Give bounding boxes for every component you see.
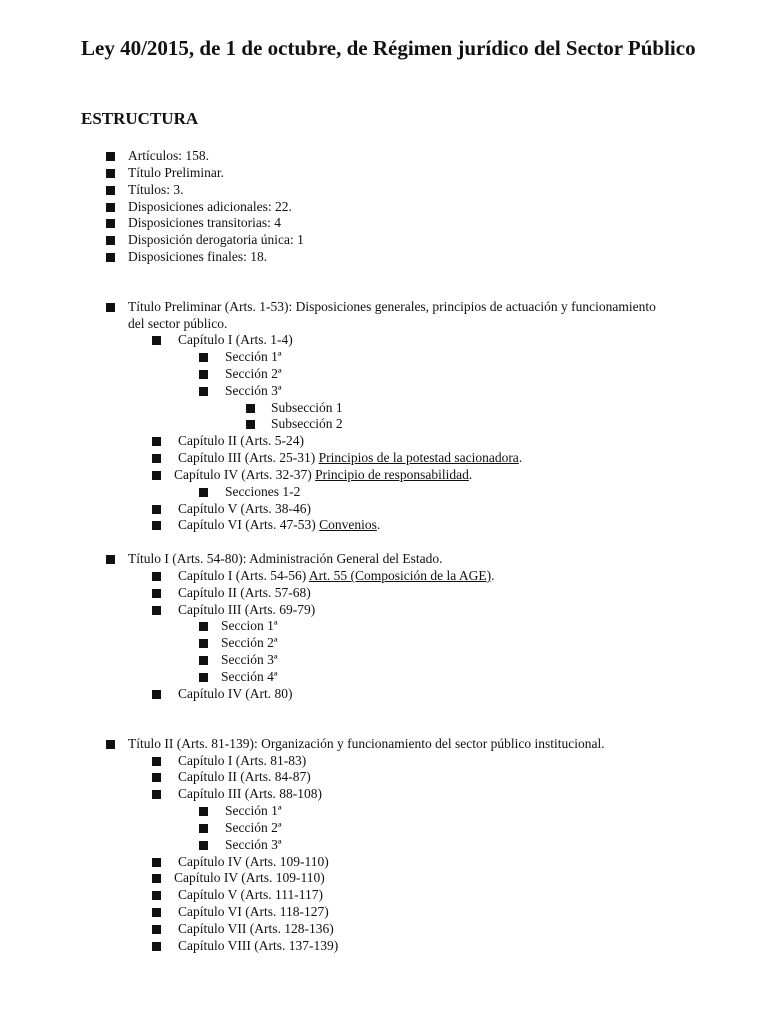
- capitulo-item: Capítulo VI (Arts. 118-127): [178, 904, 329, 919]
- square-bullet-icon: [106, 186, 115, 195]
- square-bullet-icon: [246, 420, 255, 429]
- seccion-item: Secciones 1-2: [225, 484, 301, 499]
- list-item: Disposiciones finales: 18.: [128, 249, 268, 264]
- convenios-link[interactable]: Convenios: [319, 517, 377, 532]
- square-bullet-icon: [106, 169, 115, 178]
- capitulo-item: Capítulo III (Arts. 88-108): [178, 786, 322, 801]
- seccion-item: Sección 2ª: [225, 820, 282, 835]
- square-bullet-icon: [106, 219, 115, 228]
- square-bullet-icon: [199, 824, 208, 833]
- capitulo-item: [178, 516, 380, 533]
- period: .: [468, 467, 473, 482]
- potestad-sancionadora-link[interactable]: Principios de la potestad sacionadora: [318, 450, 519, 465]
- capitulo-item: [178, 567, 494, 584]
- capitulo-item: Capítulo V (Arts. 38-46): [178, 501, 311, 516]
- capitulo-item: Capítulo II (Arts. 57-68): [178, 585, 311, 600]
- capitulo-item: Capítulo II (Arts. 5-24): [178, 433, 304, 448]
- capitulo-label: Capítulo VI (Arts. 47-53): [178, 517, 320, 532]
- square-bullet-icon: [152, 471, 161, 480]
- capitulo-item: [174, 466, 472, 483]
- square-bullet-icon: [199, 353, 208, 362]
- section-heading: ESTRUCTURA: [81, 109, 199, 128]
- capitulo-item: Capítulo II (Arts. 84-87): [178, 769, 311, 784]
- square-bullet-icon: [106, 152, 115, 161]
- period: .: [491, 568, 495, 583]
- square-bullet-icon: [106, 740, 115, 749]
- square-bullet-icon: [152, 858, 161, 867]
- capitulo-item: Capítulo IV (Arts. 109-110): [178, 854, 329, 869]
- subseccion-item: Subsección 2: [271, 416, 343, 431]
- list-item: Artículos: 158.: [128, 148, 209, 163]
- square-bullet-icon: [152, 505, 161, 514]
- square-bullet-icon: [199, 841, 208, 850]
- square-bullet-icon: [246, 404, 255, 413]
- square-bullet-icon: [106, 236, 115, 245]
- titulo-label: Título II (Arts. 81-139): Organización y funcionamiento del sector público institucional.: [128, 736, 605, 751]
- period: .: [518, 450, 523, 465]
- square-bullet-icon: [152, 336, 161, 345]
- square-bullet-icon: [199, 673, 208, 682]
- square-bullet-icon: [199, 370, 208, 379]
- square-bullet-icon: [152, 437, 161, 446]
- capitulo-item: Capítulo I (Arts. 81-83): [178, 753, 307, 768]
- composicion-age-link[interactable]: Art. 55 (Composición de la AGE): [308, 568, 492, 583]
- square-bullet-icon: [199, 807, 208, 816]
- square-bullet-icon: [152, 773, 161, 782]
- document-title: Ley 40/2015, de 1 de octubre, de Régimen jurídico del Sector Público: [81, 36, 696, 60]
- capitulo-item: Capítulo III (Arts. 69-79): [178, 602, 316, 617]
- square-bullet-icon: [152, 757, 161, 766]
- square-bullet-icon: [199, 639, 208, 648]
- capitulo-label: Capítulo III (Arts. 25-31): [178, 450, 319, 465]
- square-bullet-icon: [152, 942, 161, 951]
- seccion-item: Sección 1ª: [225, 349, 282, 364]
- responsabilidad-link[interactable]: Principio de responsabilidad: [315, 467, 469, 482]
- capitulo-label: Capítulo IV (Arts. 32-37): [174, 467, 316, 482]
- square-bullet-icon: [152, 908, 161, 917]
- square-bullet-icon: [106, 555, 115, 564]
- square-bullet-icon: [152, 589, 161, 598]
- square-bullet-icon: [106, 303, 115, 312]
- square-bullet-icon: [152, 572, 161, 581]
- period: .: [376, 517, 381, 532]
- square-bullet-icon: [152, 925, 161, 934]
- seccion-item: Sección 2ª: [221, 635, 278, 650]
- seccion-item: Sección 4ª: [221, 669, 278, 684]
- square-bullet-icon: [199, 622, 208, 631]
- titulo-label: Título I (Arts. 54-80): Administración General del Estado.: [128, 551, 443, 566]
- titulo-label: Título Preliminar (Arts. 1-53): Disposiciones generales, principios de actuación y funcionamiento del sector público.: [128, 299, 656, 331]
- square-bullet-icon: [106, 253, 115, 262]
- square-bullet-icon: [106, 203, 115, 212]
- capitulo-item: Capítulo IV (Arts. 109-110): [174, 870, 325, 885]
- seccion-item: Sección 3ª: [225, 837, 282, 852]
- square-bullet-icon: [152, 606, 161, 615]
- square-bullet-icon: [199, 387, 208, 396]
- list-item: Disposición derogatoria única: 1: [128, 232, 304, 247]
- seccion-item: Sección 3ª: [225, 383, 282, 398]
- capitulo-item: Capítulo VIII (Arts. 137-139): [178, 938, 339, 953]
- seccion-item: Sección 3ª: [221, 652, 278, 667]
- seccion-item: Sección 1ª: [225, 803, 282, 818]
- capitulo-item: Capítulo VII (Arts. 128-136): [178, 921, 334, 936]
- capitulo-item: Capítulo I (Arts. 1-4): [178, 332, 293, 347]
- square-bullet-icon: [152, 790, 161, 799]
- list-item: Disposiciones adicionales: 22.: [128, 199, 292, 214]
- square-bullet-icon: [199, 656, 208, 665]
- square-bullet-icon: [152, 454, 161, 463]
- capitulo-item: [178, 449, 522, 466]
- seccion-item: Sección 2ª: [225, 366, 282, 381]
- capitulo-item: Capítulo IV (Art. 80): [178, 686, 293, 701]
- square-bullet-icon: [152, 521, 161, 530]
- seccion-item: Seccion 1ª: [221, 618, 278, 633]
- square-bullet-icon: [199, 488, 208, 497]
- square-bullet-icon: [152, 891, 161, 900]
- list-item: Título Preliminar.: [128, 165, 224, 180]
- subseccion-item: Subsección 1: [271, 400, 343, 415]
- square-bullet-icon: [152, 874, 161, 883]
- square-bullet-icon: [152, 690, 161, 699]
- capitulo-label: Capítulo I (Arts. 54-56): [178, 568, 309, 583]
- list-item: Títulos: 3.: [128, 182, 184, 197]
- list-item: Disposiciones transitorias: 4: [128, 215, 281, 230]
- capitulo-item: Capítulo V (Arts. 111-117): [178, 887, 323, 902]
